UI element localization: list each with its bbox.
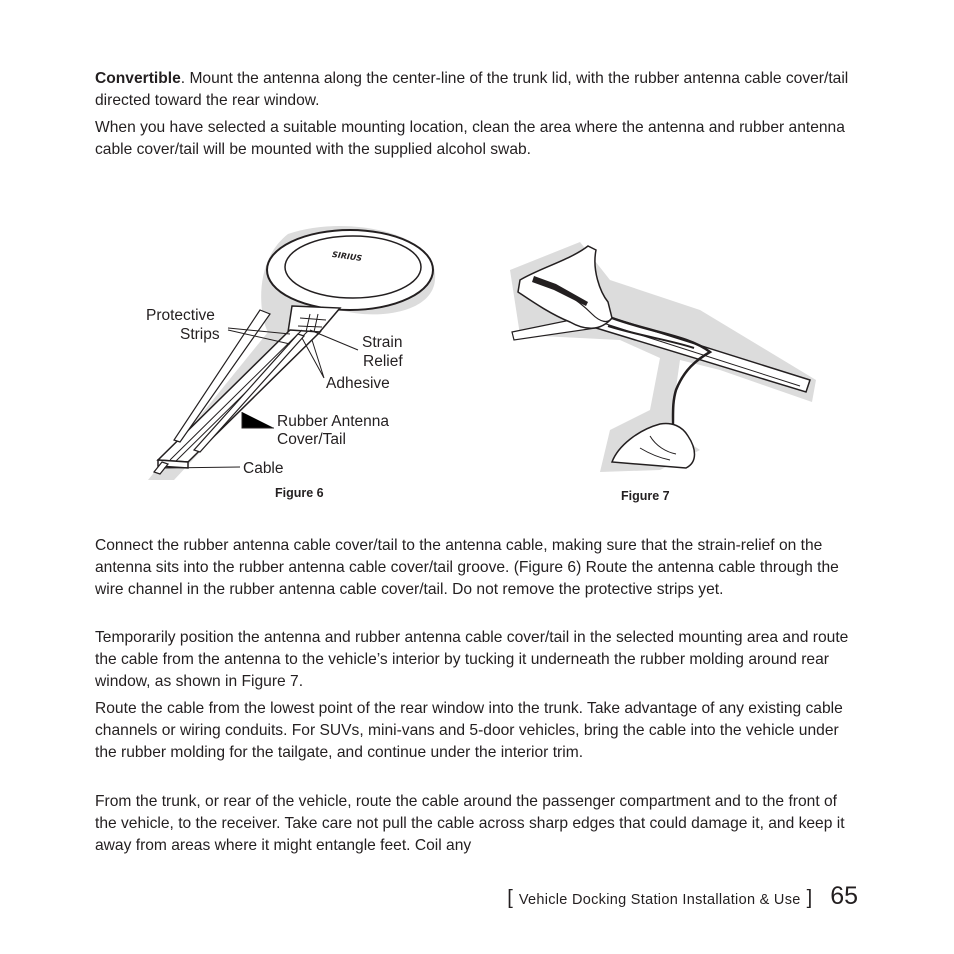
- paragraph-cleaning: When you have selected a suitable mounting location, clean the area where the antenna and rubber antenna cable cover/tail will be mounted with the supplied alcohol swab.: [95, 119, 845, 158]
- convertible-heading: Convertible: [95, 70, 181, 87]
- label-rubber-antenna: Rubber Antenna: [277, 413, 390, 430]
- paragraph-route: Route the cable from the lowest point of the rear window into the trunk. Take advantage of any existing cable channels or wiring conduits. For SUVs, mini-vans and 5-door vehicles, bring the cable into the vehicle under the rubber molding for the tailgate, and continue under the interior trim.: [95, 700, 843, 761]
- label-relief: Relief: [363, 353, 403, 370]
- figure-7: [500, 240, 820, 510]
- figure-6: [140, 222, 470, 512]
- figure-6-caption: Figure 6: [275, 486, 324, 500]
- label-strain: Strain: [362, 334, 403, 351]
- paragraph-convertible: [95, 68, 859, 112]
- figure-7-caption: Figure 7: [621, 489, 670, 503]
- label-adhesive: Adhesive: [326, 375, 390, 392]
- page-footer: [507, 882, 858, 914]
- label-strips: Strips: [180, 326, 220, 343]
- molding-illustration: [500, 240, 820, 480]
- paragraph-trunk: From the trunk, or rear of the vehicle, route the cable around the passenger compartment and to the front of the vehicle, to the receiver. Take care not pull the cable across sharp edges that could damage it, and keep it away from areas where it might entangle feet. Coil any: [95, 793, 845, 854]
- paragraph-position: Temporarily position the antenna and rubber antenna cable cover/tail in the selected mounting area and route the cable from the antenna to the vehicle’s interior by tucking it underneath the rubber molding around rear window, as shown in Figure 7.: [95, 629, 849, 690]
- paragraph-connect: Connect the rubber antenna cable cover/tail to the antenna cable, making sure that the strain-relief on the antenna sits into the rubber antenna cable cover/tail groove. (Figure 6) Route the antenna cable through the wire channel in the rubber antenna cable cover/tail. Do not remove the protective strips yet.: [95, 537, 839, 598]
- label-cover-tail: Cover/Tail: [277, 431, 346, 448]
- page-number: 65: [830, 882, 858, 910]
- footer-open-bracket: [: [507, 887, 513, 909]
- sirius-logo: SIRIUS: [331, 249, 363, 264]
- label-cable: Cable: [243, 460, 284, 477]
- footer-close-bracket: ]: [806, 887, 813, 909]
- footer-section-title: Vehicle Docking Station Installation & Use: [518, 892, 801, 908]
- convertible-text: . Mount the antenna along the center-line of the trunk lid, with the rubber antenna cable cover/tail directed toward the rear window.: [95, 70, 849, 109]
- label-protective: Protective: [146, 307, 215, 324]
- antenna-illustration: [140, 222, 470, 492]
